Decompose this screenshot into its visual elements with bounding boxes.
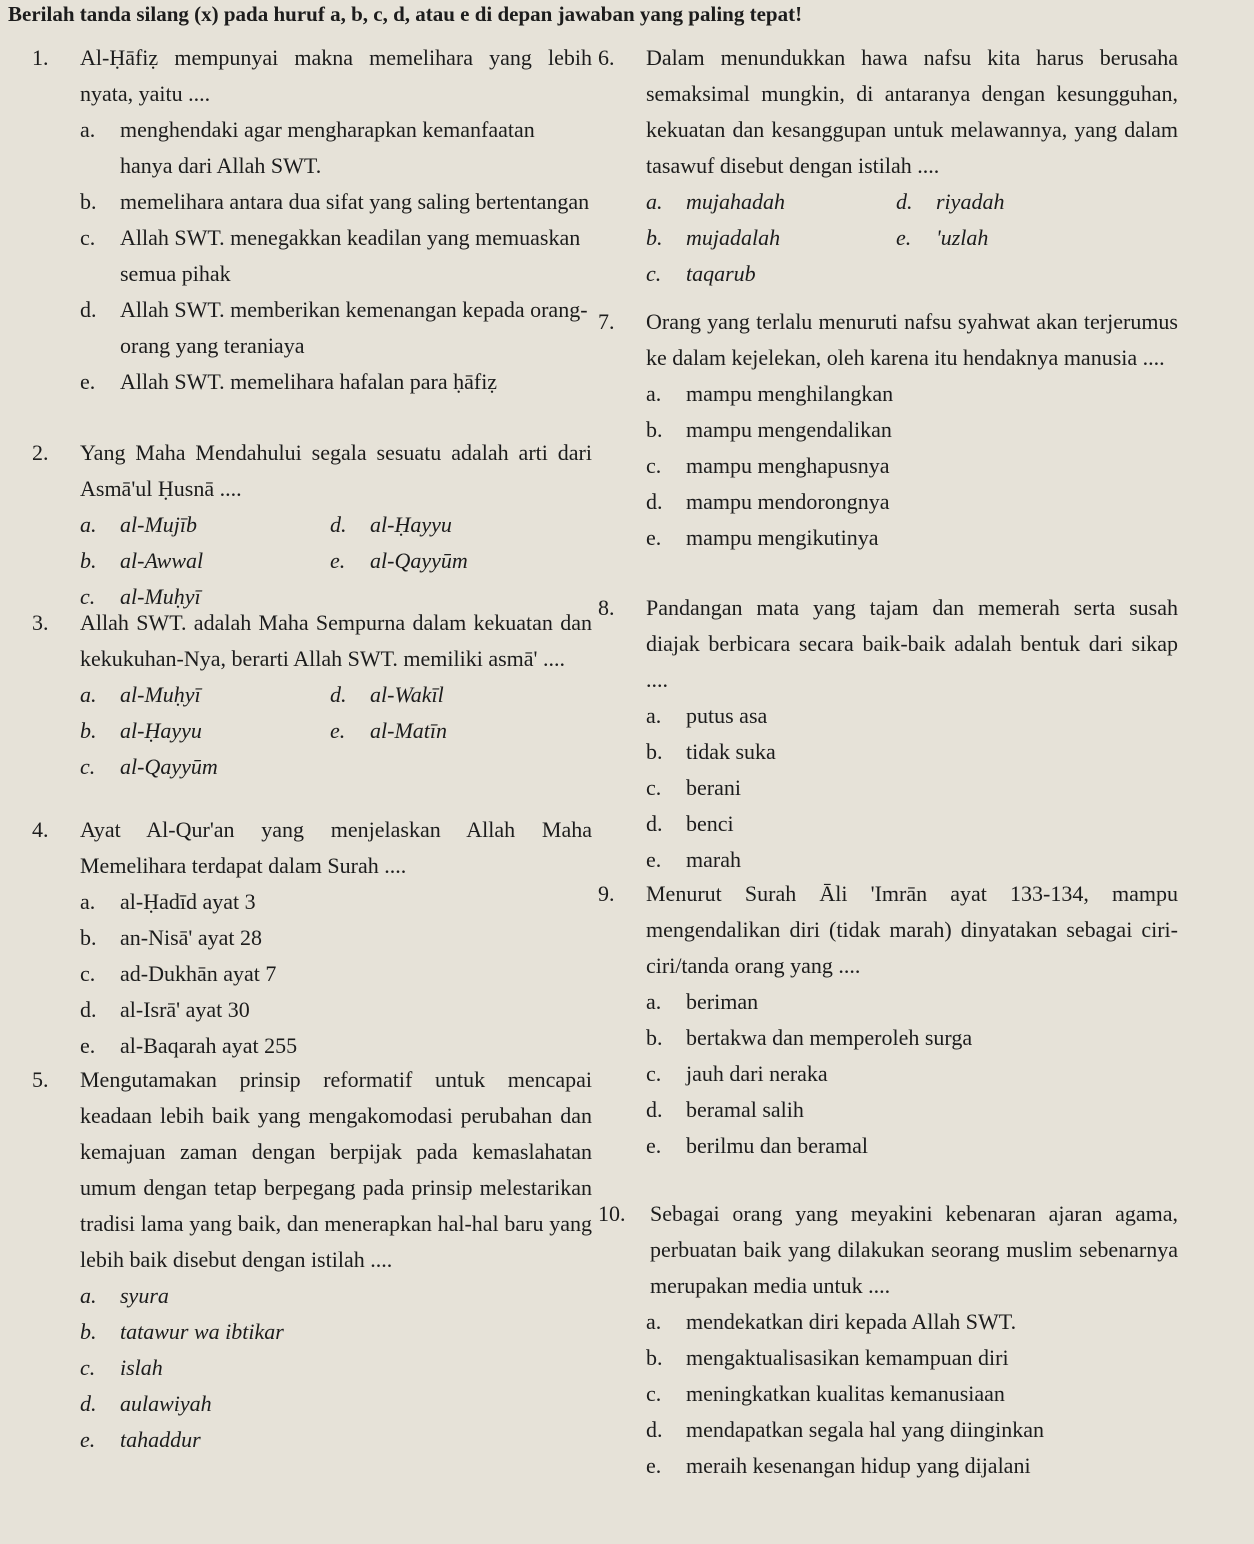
- option-text: al-Awwal: [120, 548, 204, 573]
- option-e[interactable]: [80, 364, 592, 400]
- option-letter: a.: [80, 117, 96, 142]
- option-letter: e.: [80, 1033, 96, 1058]
- option-text: mampu mengendalikan: [686, 417, 892, 442]
- option-letter: e.: [330, 548, 346, 573]
- option-d[interactable]: [646, 1412, 1178, 1448]
- question-number: 10.: [598, 1201, 626, 1226]
- option-letter: b.: [646, 417, 663, 442]
- option-text: tatawur wa ibtikar: [120, 1319, 284, 1344]
- question-stem: Allah SWT. adalah Maha Sempurna dalam kekuatan dan kekukuhan-Nya, berarti Allah SWT. memiliki asmā' ....: [80, 610, 592, 671]
- option-text: berani: [686, 775, 741, 800]
- option-d[interactable]: [330, 677, 570, 713]
- option-c[interactable]: [80, 749, 330, 785]
- question-4: [32, 812, 592, 1062]
- option-e[interactable]: [330, 713, 570, 749]
- option-d[interactable]: [646, 806, 1178, 842]
- question-2: [32, 435, 592, 609]
- option-letter: d.: [646, 811, 663, 836]
- option-text: al-Qayyūm: [370, 548, 468, 573]
- option-d[interactable]: [80, 292, 592, 364]
- option-text: al-Muḥyī: [120, 584, 201, 609]
- question-number: 3.: [32, 610, 49, 635]
- option-c[interactable]: [80, 1350, 592, 1386]
- option-text: islah: [120, 1355, 163, 1380]
- question-number: 6.: [598, 45, 615, 70]
- question-stem: Menurut Surah Āli 'Imrān ayat 133-134, mampu mengendalikan diri (tidak marah) dinyatakan sebagai ciri-ciri/tanda orang yang ....: [646, 881, 1178, 978]
- option-text: putus asa: [686, 703, 768, 728]
- option-b[interactable]: [80, 184, 592, 220]
- option-letter: e.: [646, 847, 662, 872]
- option-letter: c.: [80, 754, 96, 779]
- option-c[interactable]: [646, 770, 1178, 806]
- option-a[interactable]: [646, 184, 896, 220]
- option-d[interactable]: [646, 1092, 1178, 1128]
- option-letter: e.: [646, 525, 662, 550]
- option-b[interactable]: [646, 1020, 1178, 1056]
- option-c[interactable]: [80, 956, 592, 992]
- option-c[interactable]: [80, 220, 592, 292]
- option-text: 'uzlah: [936, 225, 989, 250]
- option-letter: b.: [646, 1345, 663, 1370]
- option-b[interactable]: [80, 1314, 592, 1350]
- option-text: beramal salih: [686, 1097, 804, 1122]
- option-text: mujadalah: [686, 225, 781, 250]
- option-a[interactable]: [80, 677, 330, 713]
- option-letter: a.: [80, 1283, 97, 1308]
- option-text: al-Ḥadīd ayat 3: [120, 889, 256, 914]
- option-text: tahaddur: [120, 1427, 201, 1452]
- left-column: [32, 40, 592, 1458]
- question-number: 5.: [32, 1067, 49, 1092]
- option-c[interactable]: [646, 1376, 1178, 1412]
- option-letter: c.: [80, 584, 96, 609]
- option-text: benci: [686, 811, 734, 836]
- option-text: Allah SWT. memberikan kemenangan kepada orang-orang yang teraniaya: [120, 297, 588, 358]
- question-5: [32, 1062, 592, 1458]
- option-text: beriman: [686, 989, 759, 1014]
- option-text: al-Matīn: [370, 718, 447, 743]
- option-text: mampu menghapusnya: [686, 453, 890, 478]
- question-stem: Yang Maha Mendahului segala sesuatu adalah arti dari Asmā'ul Ḥusnā ....: [80, 440, 592, 501]
- option-e[interactable]: [646, 842, 1178, 878]
- option-d[interactable]: [80, 992, 592, 1028]
- option-text: mendapatkan segala hal yang diinginkan: [686, 1417, 1044, 1442]
- option-letter: d.: [646, 1097, 663, 1122]
- option-letter: a.: [80, 512, 97, 537]
- option-b[interactable]: [80, 543, 330, 579]
- option-text: al-Isrā' ayat 30: [120, 997, 250, 1022]
- option-letter: c.: [80, 225, 96, 250]
- option-letter: a.: [80, 889, 96, 914]
- option-a[interactable]: [646, 698, 1178, 734]
- question-stem: Mengutamakan prinsip reformatif untuk mencapai keadaan lebih baik yang mengakomodasi perubahan dan kemajuan zaman dengan berpijak pada kemaslahatan umum dengan tetap berpegang pada prinsip melestarikan tradisi lama yang baik, dan menerapkan hal-hal baru yang lebih baik disebut dengan istilah ....: [80, 1067, 592, 1272]
- option-text: mampu mengikutinya: [686, 525, 879, 550]
- option-letter: b.: [80, 548, 97, 573]
- option-b[interactable]: [646, 1340, 1178, 1376]
- option-letter: b.: [646, 225, 663, 250]
- option-text: menghendaki agar mengharapkan kemanfaatan hanya dari Allah SWT.: [120, 117, 535, 178]
- option-b[interactable]: [646, 734, 1178, 770]
- question-3: [32, 605, 592, 812]
- option-text: al-Ḥayyu: [370, 512, 452, 537]
- option-letter: e.: [80, 1427, 96, 1452]
- option-letter: d.: [80, 997, 97, 1022]
- option-e[interactable]: [80, 1028, 592, 1064]
- option-b[interactable]: [80, 713, 330, 749]
- option-e[interactable]: [646, 1448, 1178, 1484]
- option-text: aulawiyah: [120, 1391, 212, 1416]
- option-text: al-Baqarah ayat 255: [120, 1033, 298, 1058]
- option-letter: a.: [646, 703, 662, 728]
- option-text: tidak suka: [686, 739, 776, 764]
- option-letter: d.: [896, 189, 913, 214]
- option-letter: d.: [330, 682, 347, 707]
- option-c[interactable]: [646, 1056, 1178, 1092]
- option-letter: c.: [80, 1355, 96, 1380]
- option-text: mujahadah: [686, 189, 785, 214]
- option-a[interactable]: [646, 376, 1178, 412]
- option-text: al-Mujīb: [120, 512, 197, 537]
- option-b[interactable]: [80, 920, 592, 956]
- option-letter: a.: [646, 989, 662, 1014]
- question-number: 7.: [598, 309, 615, 334]
- right-column: [598, 40, 1178, 1484]
- option-letter: c.: [646, 775, 662, 800]
- option-letter: a.: [646, 381, 662, 406]
- option-text: riyadah: [936, 189, 1005, 214]
- option-text: mendekatkan diri kepada Allah SWT.: [686, 1309, 1017, 1334]
- option-letter: e.: [896, 225, 912, 250]
- instruction-header: Berilah tanda silang (x) pada huruf a, b, c, d, atau e di depan jawaban yang paling tepat!: [8, 2, 803, 26]
- question-stem: Sebagai orang yang meyakini kebenaran ajaran agama, perbuatan baik yang dilakukan seorang muslim sebenarnya merupakan media untuk ....: [650, 1201, 1178, 1298]
- option-letter: b.: [80, 718, 97, 743]
- option-text: syura: [120, 1283, 169, 1308]
- option-text: marah: [686, 847, 741, 872]
- option-c[interactable]: [646, 256, 896, 292]
- option-a[interactable]: [646, 984, 1178, 1020]
- question-number: 9.: [598, 881, 615, 906]
- option-text: al-Wakīl: [370, 682, 444, 707]
- option-letter: a.: [80, 682, 97, 707]
- option-text: memelihara antara dua sifat yang saling bertentangan: [120, 189, 590, 214]
- option-letter: b.: [80, 189, 97, 214]
- option-a[interactable]: [80, 112, 592, 184]
- option-letter: b.: [646, 1025, 663, 1050]
- option-text: mampu mendorongnya: [686, 489, 890, 514]
- option-d[interactable]: [896, 184, 1136, 220]
- option-letter: d.: [646, 1417, 663, 1442]
- option-a[interactable]: [80, 1278, 592, 1314]
- option-e[interactable]: [896, 220, 1136, 256]
- option-d[interactable]: [330, 507, 570, 543]
- option-d[interactable]: [80, 1386, 592, 1422]
- option-letter: e.: [80, 369, 96, 394]
- question-number: 4.: [32, 817, 49, 842]
- option-text: ad-Dukhān ayat 7: [120, 961, 277, 986]
- question-9: [598, 876, 1178, 1196]
- option-a[interactable]: [646, 1304, 1178, 1340]
- option-letter: e.: [646, 1453, 662, 1478]
- question-7: [598, 304, 1178, 590]
- option-text: bertakwa dan memperoleh surga: [686, 1025, 973, 1050]
- question-10: [598, 1196, 1178, 1484]
- option-letter: b.: [646, 739, 663, 764]
- option-e[interactable]: [330, 543, 570, 579]
- option-text: Allah SWT. menegakkan keadilan yang memuaskan semua pihak: [120, 225, 581, 286]
- option-text: meningkatkan kualitas kemanusiaan: [686, 1381, 1005, 1406]
- option-a[interactable]: [80, 507, 330, 543]
- option-text: al-Qayyūm: [120, 754, 218, 779]
- option-e[interactable]: [646, 1128, 1178, 1164]
- question-number: 8.: [598, 595, 615, 620]
- option-d[interactable]: [646, 484, 1178, 520]
- option-letter: c.: [646, 261, 662, 286]
- option-text: Allah SWT. memelihara hafalan para ḥāfiẓ: [120, 369, 498, 394]
- question-stem: Dalam menundukkan hawa nafsu kita harus berusaha semaksimal mungkin, di antaranya dengan kesungguhan, kekuatan dan kesanggupan untuk melawannya, yang dalam tasawuf disebut dengan istilah ....: [646, 45, 1178, 178]
- option-text: jauh dari neraka: [686, 1061, 828, 1086]
- option-text: taqarub: [686, 261, 756, 286]
- question-stem: Ayat Al-Qur'an yang menjelaskan Allah Maha Memelihara terdapat dalam Surah ....: [80, 817, 592, 878]
- option-c[interactable]: [646, 448, 1178, 484]
- option-letter: c.: [646, 1381, 662, 1406]
- question-number: 2.: [32, 440, 49, 465]
- option-text: mengaktualisasikan kemampuan diri: [686, 1345, 1009, 1370]
- question-stem: Pandangan mata yang tajam dan memerah serta susah diajak berbicara secara baik-baik adalah bentuk dari sikap ....: [646, 595, 1178, 692]
- option-letter: e.: [330, 718, 346, 743]
- option-letter: b.: [80, 1319, 97, 1344]
- option-letter: c.: [80, 961, 96, 986]
- option-text: al-Ḥayyu: [120, 718, 202, 743]
- option-letter: a.: [646, 189, 663, 214]
- option-b[interactable]: [646, 220, 896, 256]
- question-1: [32, 40, 592, 435]
- option-text: meraih kesenangan hidup yang dijalani: [686, 1453, 1031, 1478]
- option-e[interactable]: [646, 520, 1178, 556]
- option-letter: e.: [646, 1133, 662, 1158]
- question-number: 1.: [32, 45, 49, 70]
- option-letter: c.: [646, 1061, 662, 1086]
- option-letter: b.: [80, 925, 97, 950]
- option-a[interactable]: [80, 884, 592, 920]
- question-stem: Al-Ḥāfiẓ mempunyai makna memelihara yang lebih nyata, yaitu ....: [80, 45, 592, 106]
- option-letter: a.: [646, 1309, 662, 1334]
- option-text: an-Nisā' ayat 28: [120, 925, 263, 950]
- option-text: mampu menghilangkan: [686, 381, 894, 406]
- question-stem: Orang yang terlalu menuruti nafsu syahwat akan terjerumus ke dalam kejelekan, oleh karena itu hendaknya manusia ....: [646, 309, 1178, 370]
- option-b[interactable]: [646, 412, 1178, 448]
- option-letter: c.: [646, 453, 662, 478]
- option-letter: d.: [330, 512, 347, 537]
- option-text: berilmu dan beramal: [686, 1133, 869, 1158]
- option-e[interactable]: [80, 1422, 592, 1458]
- option-text: al-Muḥyī: [120, 682, 201, 707]
- option-letter: d.: [80, 297, 97, 322]
- option-letter: d.: [646, 489, 663, 514]
- question-6: [598, 40, 1178, 304]
- question-8: [598, 590, 1178, 876]
- option-letter: d.: [80, 1391, 97, 1416]
